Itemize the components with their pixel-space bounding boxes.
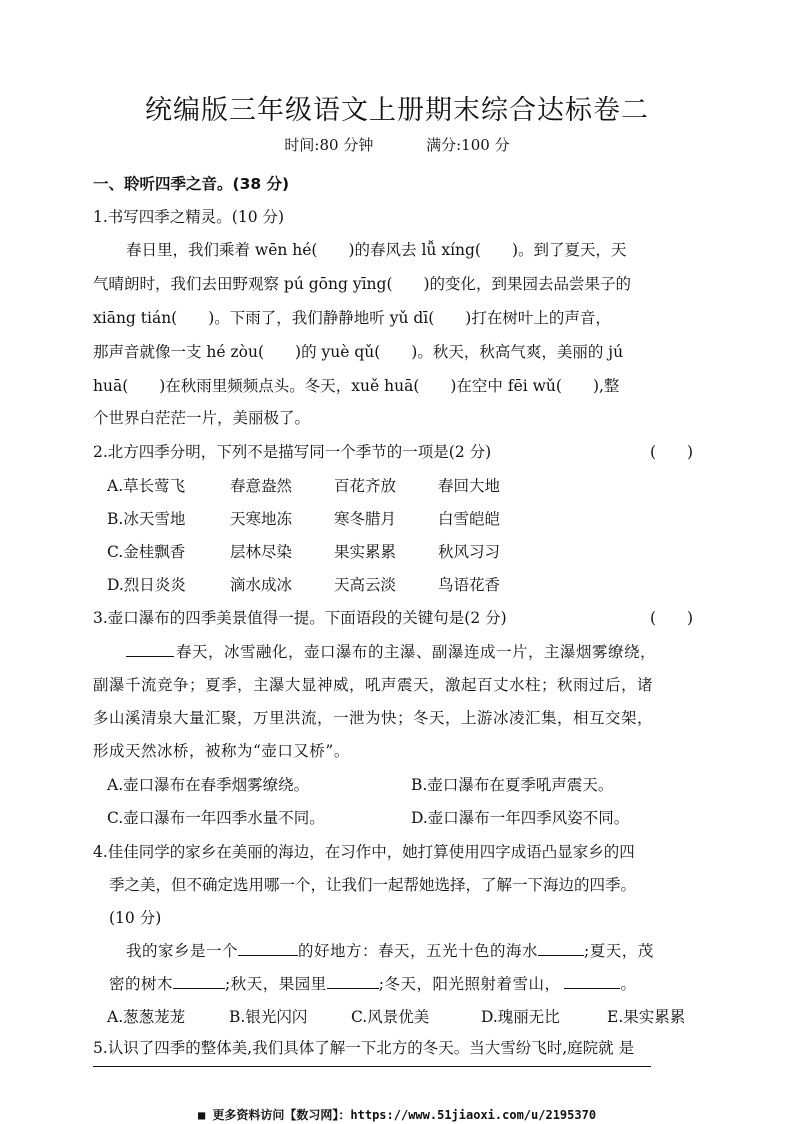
q3-heading: 3.壶口瀑布的四季美景值得一提。下面语段的关键句是(2 分) xyxy=(93,609,507,627)
footer-link[interactable]: ■ 更多资料访问【数习网】：https://www.51jiaoxi.com/u/2195370 xyxy=(197,1108,597,1122)
q4-text: 我的家乡是一个 xyxy=(126,942,239,960)
q4-text: ;夏天，茂 xyxy=(584,942,654,960)
q1-line: 春日里，我们乘着 wēn hé( )的春风去 lǚ xíng( )。到了夏天，天 xyxy=(126,241,627,259)
q1-line: 气晴朗时，我们去田野观察 pú gōng yīng( )的变化，到果园去品尝果子的 xyxy=(93,275,632,293)
q2-option-word: 鸟语花香 xyxy=(438,576,501,594)
answer-paren: ( ) xyxy=(650,609,694,627)
answer-paren: ( ) xyxy=(650,443,694,461)
q3-option: C.壶口瀑布一年四季水量不同。 xyxy=(107,809,325,827)
q2-option-word: 滴水成冰 xyxy=(230,576,293,594)
q2-option-word: 百花齐放 xyxy=(334,477,397,495)
q4-option: E.果实累累 xyxy=(607,1008,686,1026)
q4-text: ;冬天，阳光照射着雪山， xyxy=(378,975,561,993)
q2-heading: 2.北方四季分明，下列不是描写同一个季节的一项是(2 分) xyxy=(93,443,492,461)
q2-option-word: 层林尽染 xyxy=(230,543,293,561)
q4-text: 。 xyxy=(620,975,637,993)
answer-line[interactable] xyxy=(93,1066,651,1067)
q2-option-word: 天高云淡 xyxy=(334,576,397,594)
q2-option-row xyxy=(107,573,500,595)
fill-blank[interactable] xyxy=(538,941,584,956)
q1-line: xiāng tián( )。下雨了，我们静静地听 yǔ dī( )打在树叶上的声音， xyxy=(93,309,611,327)
q3-passage-line: 多山溪清泉大量汇聚，万里洪流，一泄为快；冬天，上游冰凌汇集，相互交架， xyxy=(93,709,654,727)
q4-option: C.风景优美 xyxy=(351,1008,430,1026)
q4-text: 的好地方：春天，五光十色的海水 xyxy=(298,942,539,960)
q2-option-word: 秋风习习 xyxy=(438,543,501,561)
fill-blank[interactable] xyxy=(238,941,298,956)
q3-text: 春天，冰雪融化，壶口瀑布的主瀑、副瀑连成一片，主瀑烟雾缭绕， xyxy=(176,643,657,661)
exam-time: 时间:80 分钟 xyxy=(284,136,374,154)
q2-option-row xyxy=(107,474,500,496)
q4-option: B.银光闪闪 xyxy=(229,1008,308,1026)
q1-heading: 1.书写四季之精灵。(10 分) xyxy=(93,208,285,226)
q2-option-word: 天寒地冻 xyxy=(230,510,293,528)
q4-text: ;秋天，果园里 xyxy=(225,975,327,993)
q2-option-word: 春回大地 xyxy=(438,477,501,495)
q2-option: B.冰天雪地 xyxy=(107,510,186,528)
q3-option: B.壶口瀑布在夏季吼声震天。 xyxy=(411,776,614,794)
q4-heading: 4.佳佳同学的家乡在美丽的海边，在习作中，她打算使用四字成语凸显家乡的四 xyxy=(93,843,635,861)
q4-option: D.瑰丽无比 xyxy=(481,1008,560,1026)
q4-option: A.葱葱茏茏 xyxy=(107,1008,186,1026)
q3-passage-line: 形成天然冰桥，被称为“壶口又桥”。 xyxy=(93,742,350,760)
fill-blank[interactable] xyxy=(126,642,174,657)
q4-options xyxy=(107,1005,685,1027)
exam-score: 满分:100 分 xyxy=(426,136,510,154)
q4-score: (10 分) xyxy=(109,909,162,927)
fill-blank[interactable] xyxy=(327,974,379,989)
q2-option-word: 寒冬腊月 xyxy=(334,510,397,528)
fill-blank[interactable] xyxy=(173,974,225,989)
q5-heading: 5.认识了四季的整体美,我们具体了解一下北方的冬天。当大雪纷飞时,庭院就 是 xyxy=(93,1039,635,1057)
q2-option-row xyxy=(107,507,500,529)
q1-line: 那声音就像一支 hé zòu( )的 yuè qǔ( )。秋天，秋高气爽，美丽的 jú xyxy=(93,343,624,361)
q4-passage-line xyxy=(109,972,637,994)
q2-option-word: 白雪皑皑 xyxy=(438,510,501,528)
exam-meta xyxy=(0,134,794,155)
q2-option-row xyxy=(107,540,500,562)
section-heading: 一、聆听四季之音。(38 分) xyxy=(93,175,290,193)
q1-line: 个世界白茫茫一片，美丽极了。 xyxy=(93,409,311,427)
page-title: 统编版三年级语文上册期末综合达标卷二 xyxy=(145,95,649,126)
q4-passage-line xyxy=(126,939,654,961)
q2-option: D.烈日炎炎 xyxy=(107,576,186,594)
q4-text: 密的树木 xyxy=(109,975,174,993)
q3-passage-line xyxy=(126,640,656,662)
q3-option: A.壶口瀑布在春季烟雾缭绕。 xyxy=(107,776,310,794)
q2-option: C.金桂飘香 xyxy=(107,543,186,561)
fill-blank[interactable] xyxy=(564,974,620,989)
q2-option-word: 果实累累 xyxy=(334,543,397,561)
q4-heading-cont: 季之美，但不确定选用哪一个，让我们一起帮她选择，了解一下海边的四季。 xyxy=(109,876,637,894)
q3-passage-line: 副瀑千流竞争；夏季，主瀑大显神威，吼声震天，激起百丈水柱；秋雨过后，诸 xyxy=(93,676,654,694)
q3-option: D.壶口瀑布一年四季风姿不同。 xyxy=(411,809,630,827)
q2-option: A.草长莺飞 xyxy=(107,477,186,495)
q2-option-word: 春意盎然 xyxy=(230,477,293,495)
q1-line: huā( )在秋雨里频频点头。冬天，xuě huā( )在空中 fēi wǔ( ),整 xyxy=(93,377,620,395)
